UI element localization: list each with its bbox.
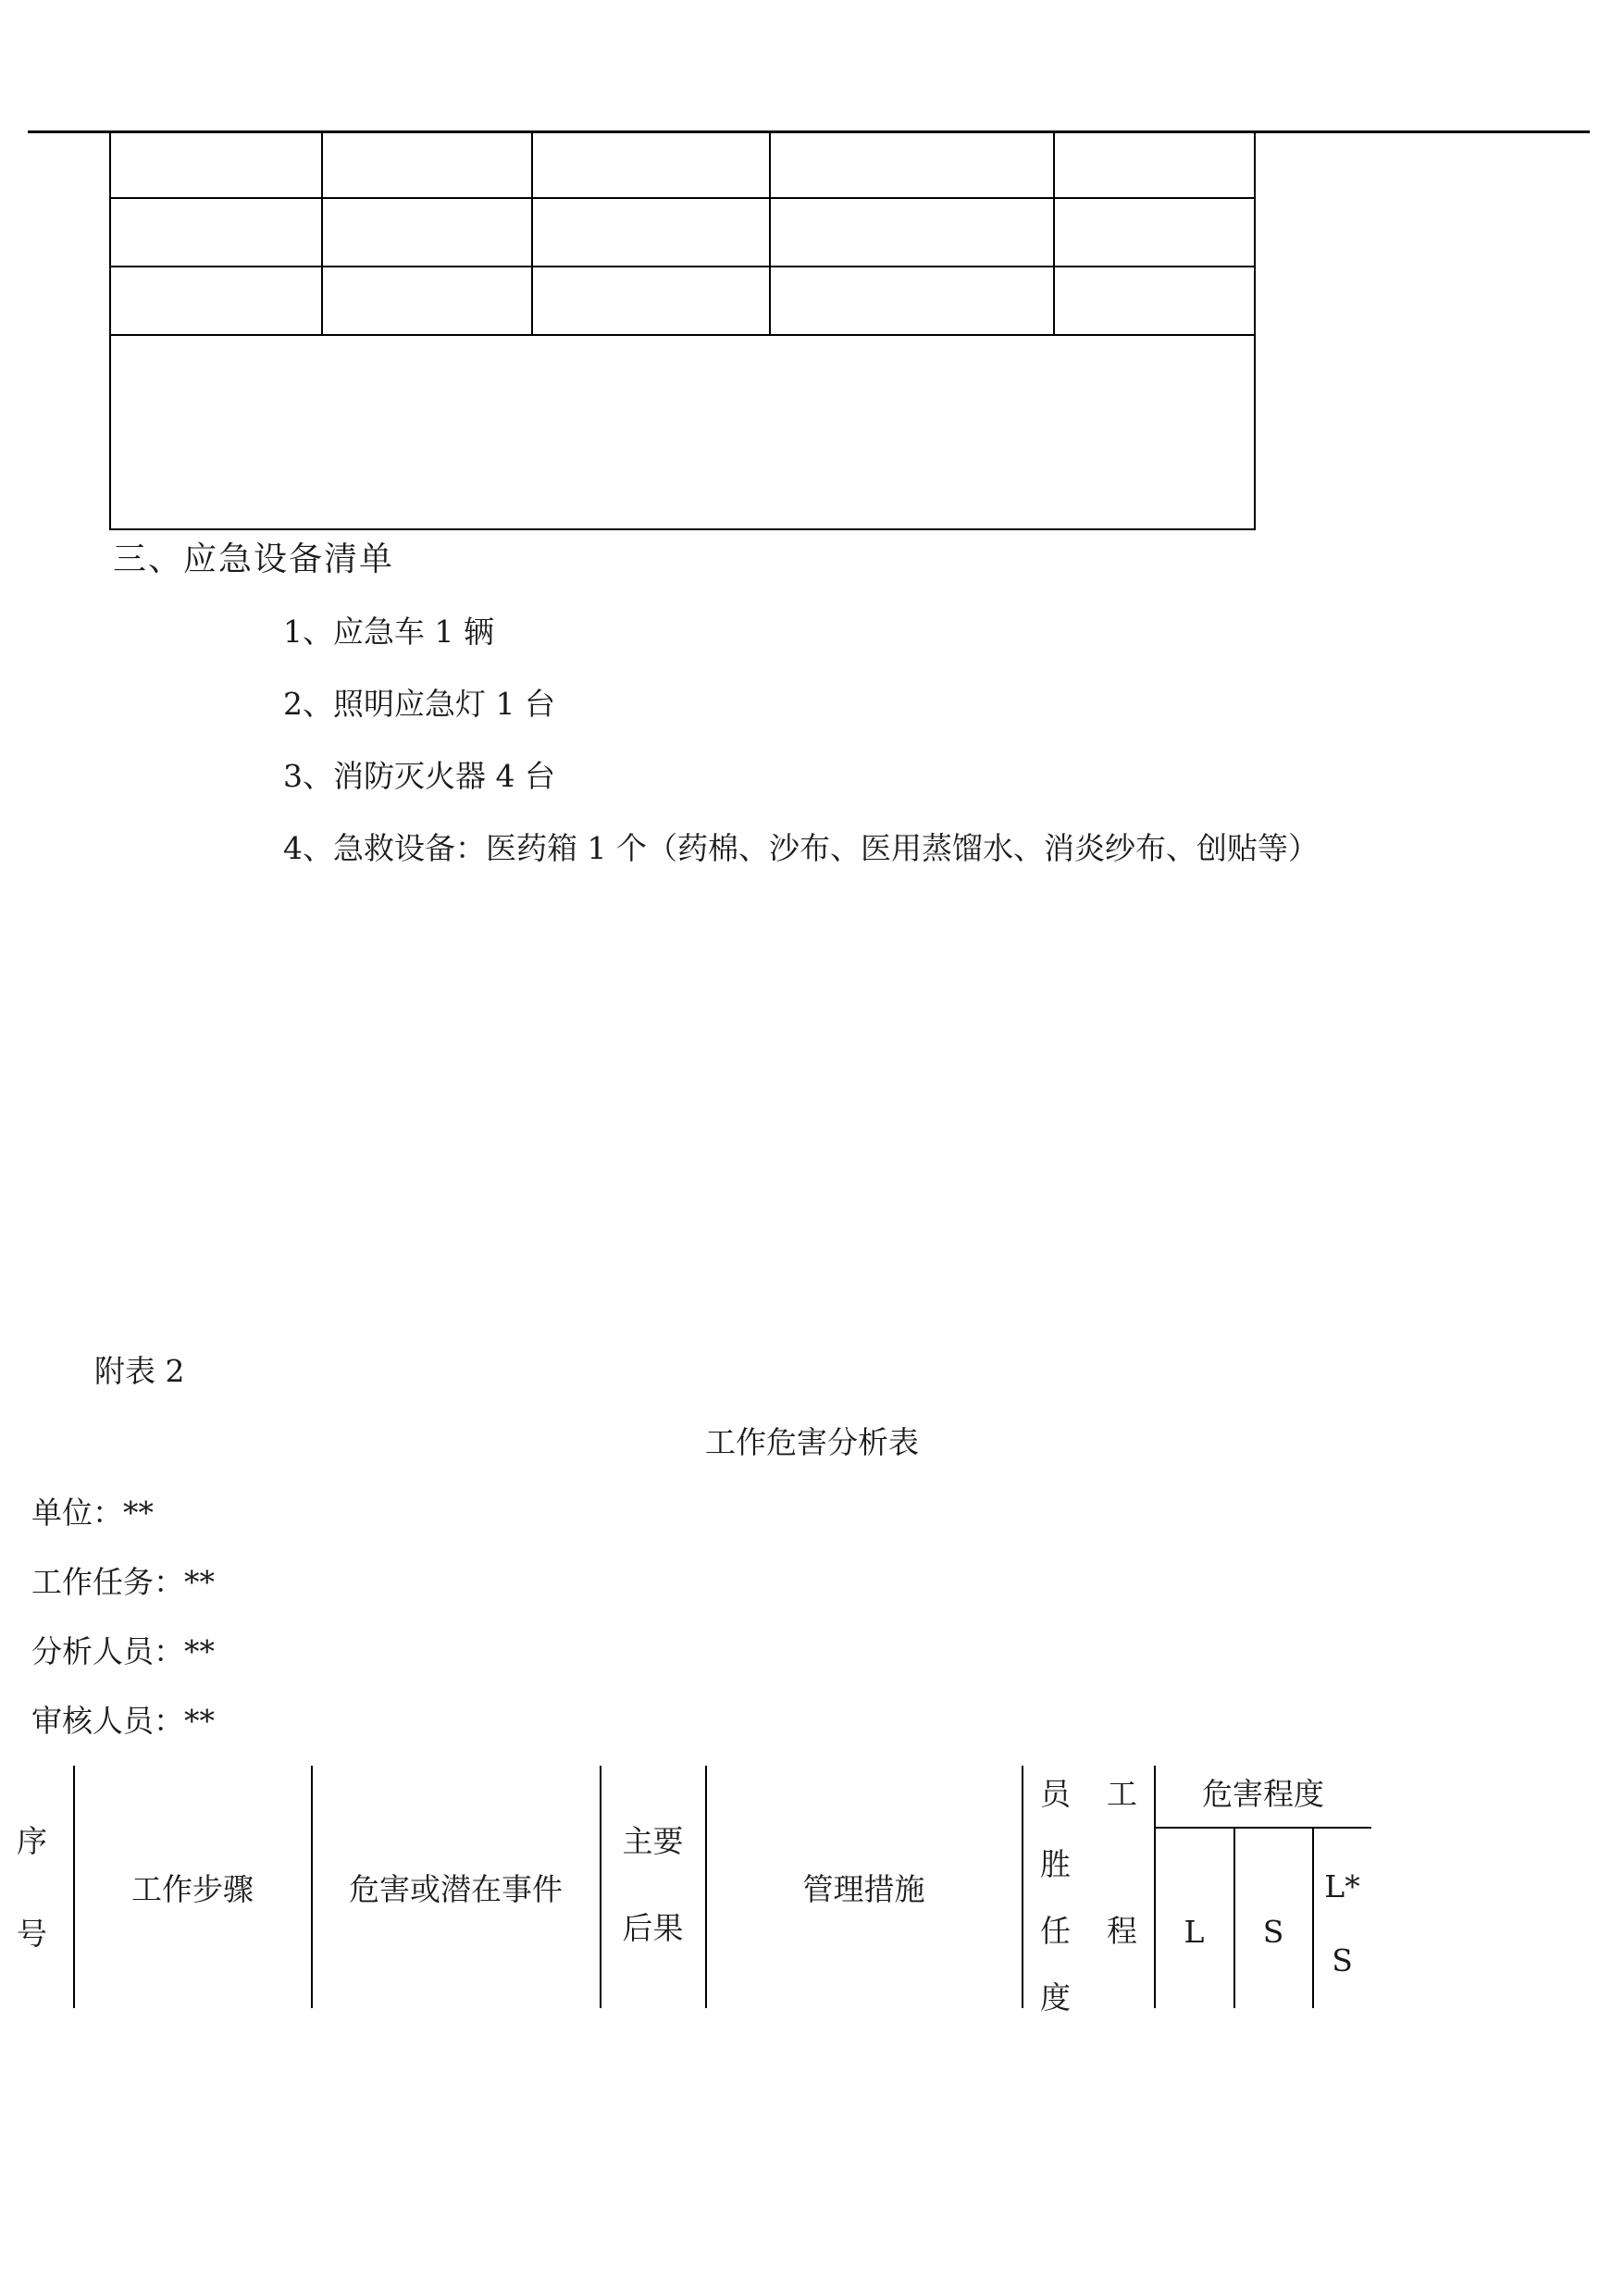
list-item: 4、急救设备：医药箱 1 个（药棉、沙布、医用蒸馏水、消炎纱布、创贴等） <box>283 830 1319 866</box>
table-col-divider <box>321 131 323 336</box>
header-consequence: 主要 <box>622 1823 684 1859</box>
header-hazard-level: 危害程度 <box>1202 1776 1324 1812</box>
header-L: L <box>1184 1914 1205 1950</box>
header-competence: 度 <box>1040 1979 1071 2016</box>
section-heading: 三、应急设备清单 <box>113 540 395 578</box>
appendix-label: 附表 2 <box>94 1353 185 1389</box>
header-competence: 员 <box>1040 1776 1071 1812</box>
header-consequence: 后果 <box>622 1910 684 1946</box>
list-item: 3、消防灭火器 4 台 <box>283 758 555 794</box>
analyst-line: 分析人员：** <box>31 1633 215 1669</box>
table-row-divider <box>111 266 1254 267</box>
list-item: 1、应急车 1 辆 <box>283 614 494 650</box>
table-title: 工作危害分析表 <box>705 1424 919 1460</box>
table-col-divider <box>1312 1828 1314 2008</box>
table-row-divider <box>111 334 1254 336</box>
task-line: 工作任务：** <box>31 1564 215 1600</box>
header-hazard: 危害或潜在事件 <box>349 1871 563 1907</box>
continued-table <box>109 131 1256 530</box>
table-col-divider <box>1053 131 1055 336</box>
table-col-divider <box>531 131 533 336</box>
reviewer-line: 审核人员：** <box>31 1703 215 1739</box>
table-row-divider <box>111 197 1254 199</box>
header-seq: 号 <box>17 1916 47 1952</box>
table-row-divider <box>1154 1827 1371 1829</box>
table-col-divider <box>1022 1766 1023 2008</box>
header-LS: S <box>1332 1942 1353 1979</box>
header-competence: 任 <box>1040 1913 1071 1949</box>
header-competence: 胜 <box>1040 1846 1071 1882</box>
header-S: S <box>1262 1914 1284 1950</box>
list-item: 2、照明应急灯 1 台 <box>283 686 555 722</box>
unit-line: 单位：** <box>31 1495 154 1531</box>
table-col-divider <box>600 1766 601 2008</box>
header-work-step: 工作步骤 <box>131 1871 254 1907</box>
header-competence: 程 <box>1107 1913 1137 1949</box>
header-LS: L* <box>1324 1868 1360 1904</box>
header-measures: 管理措施 <box>802 1871 925 1907</box>
header-competence: 工 <box>1107 1776 1137 1812</box>
table-col-divider <box>769 131 771 336</box>
header-seq: 序 <box>17 1823 47 1859</box>
